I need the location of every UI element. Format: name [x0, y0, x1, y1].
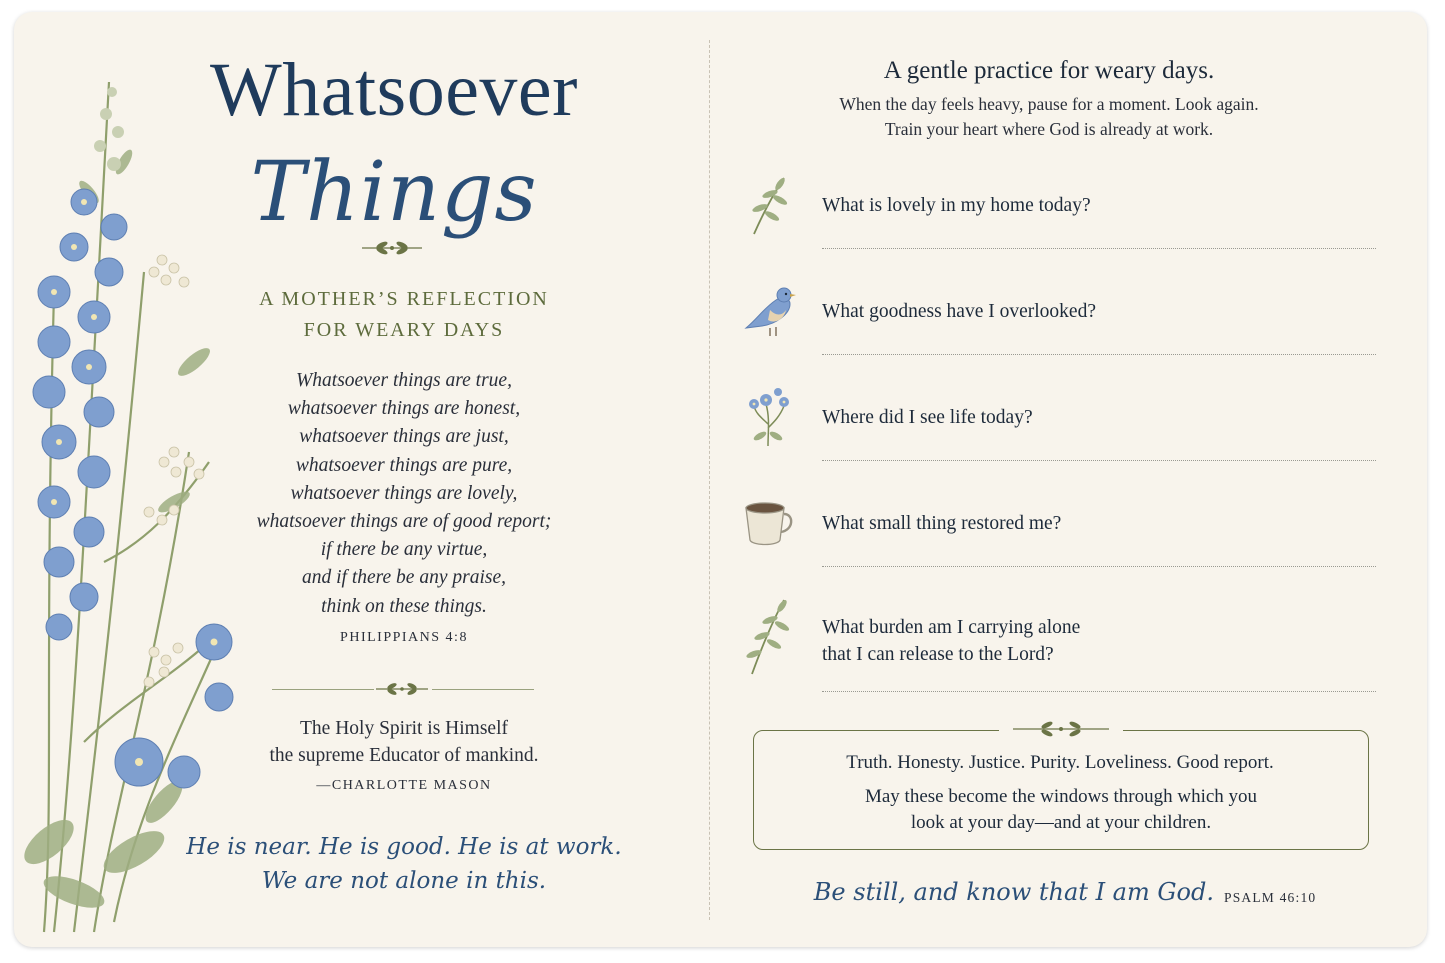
leaf-divider-icon: [372, 680, 432, 698]
verse-line: think on these things.: [321, 595, 487, 617]
reflection-prompt: [740, 278, 1390, 358]
reflection-prompt: [740, 596, 1390, 696]
answer-line[interactable]: [822, 354, 1376, 355]
footer-verse-reference: PSALM 46:10: [1224, 890, 1317, 905]
prompt-text: What small thing restored me?: [822, 513, 1062, 534]
verse-line: whatsoever things are of good report;: [256, 511, 552, 533]
blessing-line: May these become the windows through which you: [864, 786, 1258, 807]
reflection-prompt: [740, 172, 1390, 252]
answer-line[interactable]: [822, 248, 1376, 249]
prompt-line: What burden am I carrying alone: [822, 617, 1081, 638]
prompt-text: [822, 614, 1362, 668]
closing-line: We are not alone in this.: [261, 868, 547, 894]
page-title: Whatsoever: [210, 48, 578, 132]
quote-line: The Holy Spirit is Himself: [300, 718, 508, 739]
leaf-divider-icon: [999, 716, 1123, 742]
verse-line: whatsoever things are pure,: [295, 454, 513, 476]
closing-line: He is near. He is good. He is at work.: [186, 834, 622, 860]
leaf-divider-icon: [357, 238, 427, 258]
verse-reference: PHILIPPIANS 4:8: [340, 630, 468, 645]
verse-line: if there be any virtue,: [320, 539, 488, 561]
verse-line: and if there be any praise,: [302, 567, 506, 589]
blessing-line: look at your day—and at your children.: [910, 812, 1212, 833]
quote-author: —CHARLOTTE MASON: [316, 778, 492, 793]
closing-affirmation: [184, 830, 624, 898]
wildflower-illustration: [14, 42, 244, 947]
page-fold-divider: [709, 40, 710, 920]
teacup-icon: [740, 490, 796, 556]
virtues-list: Truth. Honesty. Justice. Purity. Loveliness. Good report.: [846, 752, 1274, 773]
prompt-text: Where did I see life today?: [822, 407, 1033, 428]
leaf-sprig-icon: [740, 172, 796, 238]
verse-line: Whatsoever things are true,: [296, 370, 512, 391]
prompt-text: What goodness have I overlooked?: [822, 301, 1096, 322]
page-title-script: Things: [250, 145, 538, 240]
virtues-blessing: [794, 784, 1328, 836]
answer-line[interactable]: [822, 691, 1376, 692]
subtitle-line: A MOTHER’S REFLECTION: [259, 288, 549, 310]
reflection-card: [14, 12, 1427, 947]
section-rule: [432, 689, 534, 690]
prompt-line: that I can release to the Lord?: [822, 644, 1054, 665]
verse-line: whatsoever things are honest,: [287, 398, 521, 420]
intro-line: Train your heart where God is already at work.: [884, 119, 1214, 139]
verse-line: whatsoever things are just,: [299, 426, 509, 448]
subtitle: [214, 284, 594, 346]
scripture-verse: [214, 367, 594, 621]
mason-quote: [214, 715, 594, 769]
answer-line[interactable]: [822, 460, 1376, 461]
footer-verse: Be still, and know that I am God.: [813, 878, 1214, 906]
prompt-text: What is lovely in my home today?: [822, 195, 1091, 216]
intro-line: When the day feels heavy, pause for a moment. Look again.: [839, 94, 1259, 114]
answer-line[interactable]: [822, 566, 1376, 567]
forget-me-not-icon: [740, 384, 796, 450]
practice-title: A gentle practice for weary days.: [883, 57, 1215, 84]
section-rule: [272, 689, 374, 690]
bluebird-icon: [740, 278, 796, 344]
verse-line: whatsoever things are lovely,: [290, 482, 518, 504]
leaf-branch-icon: [740, 596, 796, 676]
quote-line: the supreme Educator of mankind.: [269, 745, 539, 766]
reflection-prompt: [740, 384, 1390, 464]
reflection-prompt: [740, 490, 1390, 570]
practice-intro: [774, 92, 1324, 142]
subtitle-line: FOR WEARY DAYS: [303, 319, 505, 341]
